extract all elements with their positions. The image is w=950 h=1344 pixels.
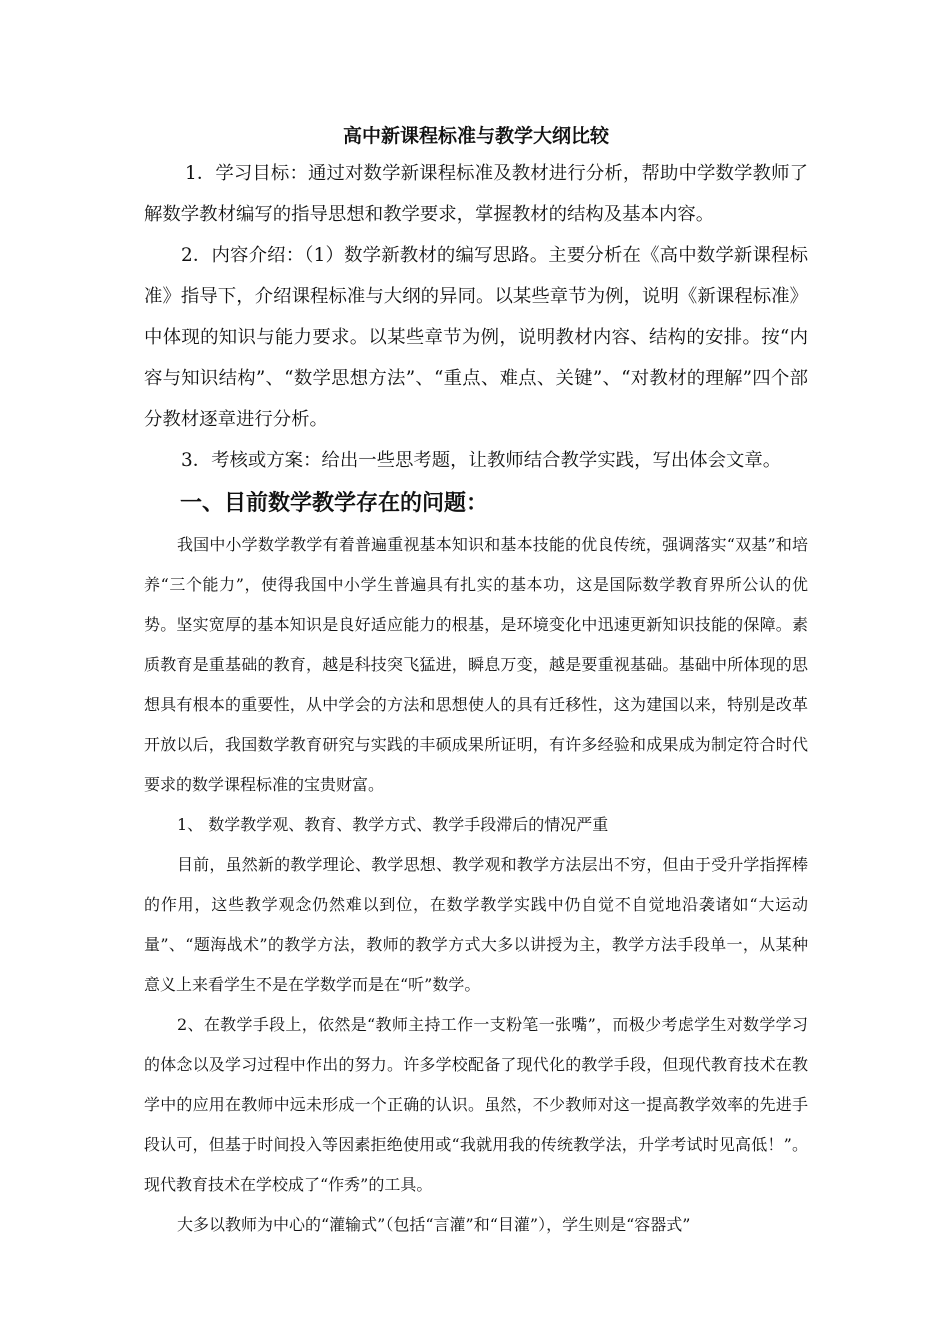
intro-item-content: 2．内容介绍：（1）数学新教材的编写思路。主要分析在《高中数学新课程标准》指导下，介绍课程标准与大纲的异同。以某些章节为例，说明《新课程标准》中体现的知识与能力要求。以某些章节为例，说明教材内容、结构的安排。按“内容与知识结构”、“数学思想方法”、“重点、难点、关键”、“对教材的理解”四个部分教材逐章进行分析。 — [144, 245, 808, 430]
document-title: 高中新课程标准与教学大纲比较 — [342, 125, 609, 147]
body-paragraph: 目前，虽然新的教学理论、教学思想、教学观和教学方法层出不穷，但由于受升学指挥棒的作用，这些教学观念仍然难以到位，在数学教学实践中仍自觉不自觉地沿袭诸如“大运动量”、“题海战术”的教学方法，教师的教学方式大多以讲授为主，教学方法手段单一，从某种意义上来看学生不是在学数学而是在“听”数学。 — [144, 855, 808, 994]
subsection-heading: 1、 数学教学观、教育、教学方式、教学手段滞后的情况严重 — [177, 815, 609, 834]
body-paragraph: 大多以教师为中心的“灌输式”（包括“言灌”和“目灌”），学生则是“容器式” — [177, 1215, 691, 1234]
intro-item-learning-goal: 1．学习目标：通过对数学新课程标准及教材进行分析，帮助中学数学教师了解数学教材编写的指导思想和教学要求，掌握教材的结构及基本内容。 — [144, 163, 808, 225]
section-heading: 一、目前数学教学存在的问题： — [180, 490, 489, 516]
document-body — [144, 116, 808, 1245]
intro-item-assessment: 3．考核或方案：给出一些思考题，让教师结合教学实践，写出体会文章。 — [181, 450, 782, 471]
body-paragraph: 我国中小学数学教学有着普遍重视基本知识和基本技能的优良传统，强调落实“双基”和培养“三个能力”，使得我国中小学生普遍具有扎实的基本功，这是国际数学教育界所公认的优势。坚实宽厚的基本知识是良好适应能力的根基，是环境变化中迅速更新知识技能的保障。素质教育是重基础的教育，越是科技突飞猛进，瞬息万变，越是要重视基础。基础中所体现的思想具有根本的重要性，从中学会的方法和思想使人的具有迁移性，这为建国以来，特别是改革开放以后，我国数学教育研究与实践的丰硕成果所证明，有许多经验和成果成为制定符合时代要求的数学课程标准的宝贵财富。 — [144, 535, 808, 794]
body-paragraph: 2、在教学手段上，依然是“教师主持工作一支粉笔一张嘴”，而极少考虑学生对数学学习的体念以及学习过程中作出的努力。许多学校配备了现代化的教学手段，但现代教育技术在教学中的应用在教师中远未形成一个正确的认识。虽然，不少教师对这一提高教学效率的先进手段认可，但基于时间投入等因素拒绝使用或“我就用我的传统教学法，升学考试时见高低！”。现代教育技术在学校成了“作秀”的工具。 — [144, 1015, 808, 1194]
